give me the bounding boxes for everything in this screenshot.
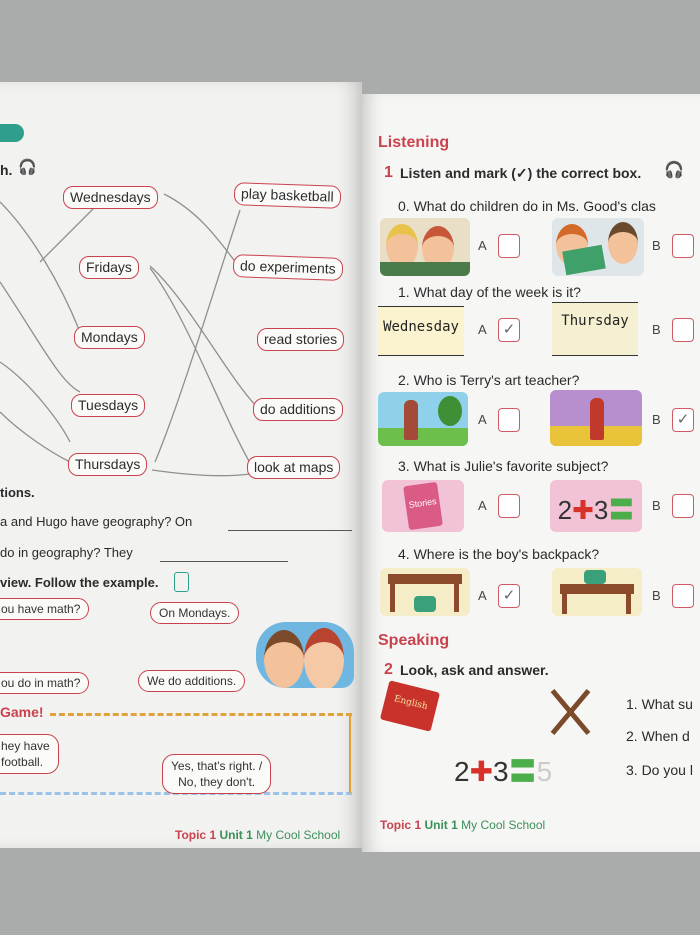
q2-box-a[interactable]	[498, 408, 520, 432]
sum-picture: 2✚3〓5	[454, 756, 553, 787]
day-wednesdays[interactable]: Wednesdays	[63, 186, 158, 209]
questions-heading: tions.	[0, 485, 35, 500]
paint-brushes-icon	[542, 684, 598, 740]
section-speaking: Speaking	[378, 632, 450, 649]
question-3: 3. What is Julie's favorite subject?	[398, 458, 609, 474]
dialog-bubble-1: ou have math?	[0, 598, 89, 620]
q0-box-b[interactable]	[672, 234, 694, 258]
q0-box-a[interactable]	[498, 234, 520, 258]
activity-play-basketball[interactable]: play basketball	[234, 182, 341, 209]
game-dashed-top	[50, 713, 352, 716]
q3-box-a[interactable]	[498, 494, 520, 518]
question-0: 0. What do children do in Ms. Good's clas	[398, 198, 656, 214]
q1-box-b[interactable]	[672, 318, 694, 342]
answer-line-2[interactable]	[160, 561, 288, 562]
backpack-under-table-picture	[380, 568, 470, 616]
q1-label-a: A	[478, 322, 487, 337]
q0-label-a: A	[478, 238, 487, 253]
activity-look-at-maps[interactable]: look at maps	[247, 456, 340, 479]
q1-box-a[interactable]: ✓	[498, 318, 520, 342]
day-tuesdays[interactable]: Tuesdays	[71, 394, 145, 417]
teacher-park-picture	[378, 392, 468, 446]
speaking-question-2: 2. When d	[626, 728, 690, 744]
q2-label-b: B	[652, 412, 661, 427]
day-mondays[interactable]: Mondays	[74, 326, 145, 349]
question-1: 1. What day of the week is it?	[398, 284, 581, 300]
question-1: a and Hugo have geography? On	[0, 514, 193, 529]
headphones-icon: 🎧	[18, 159, 37, 176]
q1-label-b: B	[652, 322, 661, 337]
partial-heading: h.	[0, 162, 13, 178]
q3-box-b[interactable]	[672, 494, 694, 518]
q4-box-a[interactable]: ✓	[498, 584, 520, 608]
q4-label-b: B	[652, 588, 661, 603]
math-kids-picture	[380, 218, 470, 276]
answer-line-1[interactable]	[228, 530, 352, 531]
left-page	[0, 82, 362, 848]
math-sum-picture: 2✚3〓	[550, 480, 642, 532]
section-listening: Listening	[378, 134, 450, 151]
card-wednesday: Wednesday	[378, 306, 464, 356]
phone-icon	[174, 572, 189, 592]
day-fridays[interactable]: Fridays	[79, 256, 139, 279]
dialog-bubble-4: We do additions.	[138, 670, 245, 692]
reading-kids-picture	[552, 218, 644, 276]
card-thursday: Thursday	[552, 302, 638, 356]
english-book-icon: English	[380, 680, 440, 731]
game-bubble-right: Yes, that's right. / No, they don't.	[162, 754, 271, 794]
speaking-question-3: 3. Do you l	[626, 762, 693, 778]
question-4: 4. Where is the boy's backpack?	[398, 546, 600, 562]
dialog-bubble-2: On Mondays.	[150, 602, 239, 624]
q4-box-b[interactable]	[672, 584, 694, 608]
q3-label-a: A	[478, 498, 487, 513]
game-bubble-left: hey have football.	[0, 734, 59, 774]
exercise-1-number: 1	[384, 164, 393, 181]
dialog-bubble-3: ou do in math?	[0, 672, 89, 694]
activity-do-additions[interactable]: do additions	[253, 398, 343, 421]
exercise-1-instruction: Listen and mark (✓) the correct box.	[400, 165, 642, 181]
headphones-icon: 🎧	[664, 162, 684, 179]
q4-label-a: A	[478, 588, 487, 603]
q0-label-b: B	[652, 238, 661, 253]
q3-label-b: B	[652, 498, 661, 513]
exercise-2-number: 2	[384, 661, 393, 678]
question-2: 2. Who is Terry's art teacher?	[398, 372, 580, 388]
q2-box-b[interactable]: ✓	[672, 408, 694, 432]
kids-illustration	[256, 622, 354, 688]
activity-read-stories[interactable]: read stories	[257, 328, 344, 351]
matching-lines	[0, 82, 362, 482]
question-2: do in geography? They	[0, 545, 133, 560]
game-heading: Game!	[0, 704, 44, 720]
exercise-2-instruction: Look, ask and answer.	[400, 662, 549, 678]
left-footer: Topic 1 Unit 1 My Cool School	[175, 828, 341, 842]
backpack-on-table-picture	[552, 568, 642, 616]
right-footer: Topic 1 Unit 1 My Cool School	[380, 818, 546, 832]
q2-label-a: A	[478, 412, 487, 427]
interview-heading: view. Follow the example.	[0, 575, 159, 590]
speaking-question-1: 1. What su	[626, 696, 693, 712]
stories-book-picture: Stories	[382, 480, 464, 532]
right-page	[362, 94, 700, 852]
teacher-city-picture	[550, 390, 642, 446]
day-thursdays[interactable]: Thursdays	[68, 453, 147, 476]
activity-do-experiments[interactable]: do experiments	[233, 254, 343, 281]
game-border-right	[349, 713, 351, 793]
